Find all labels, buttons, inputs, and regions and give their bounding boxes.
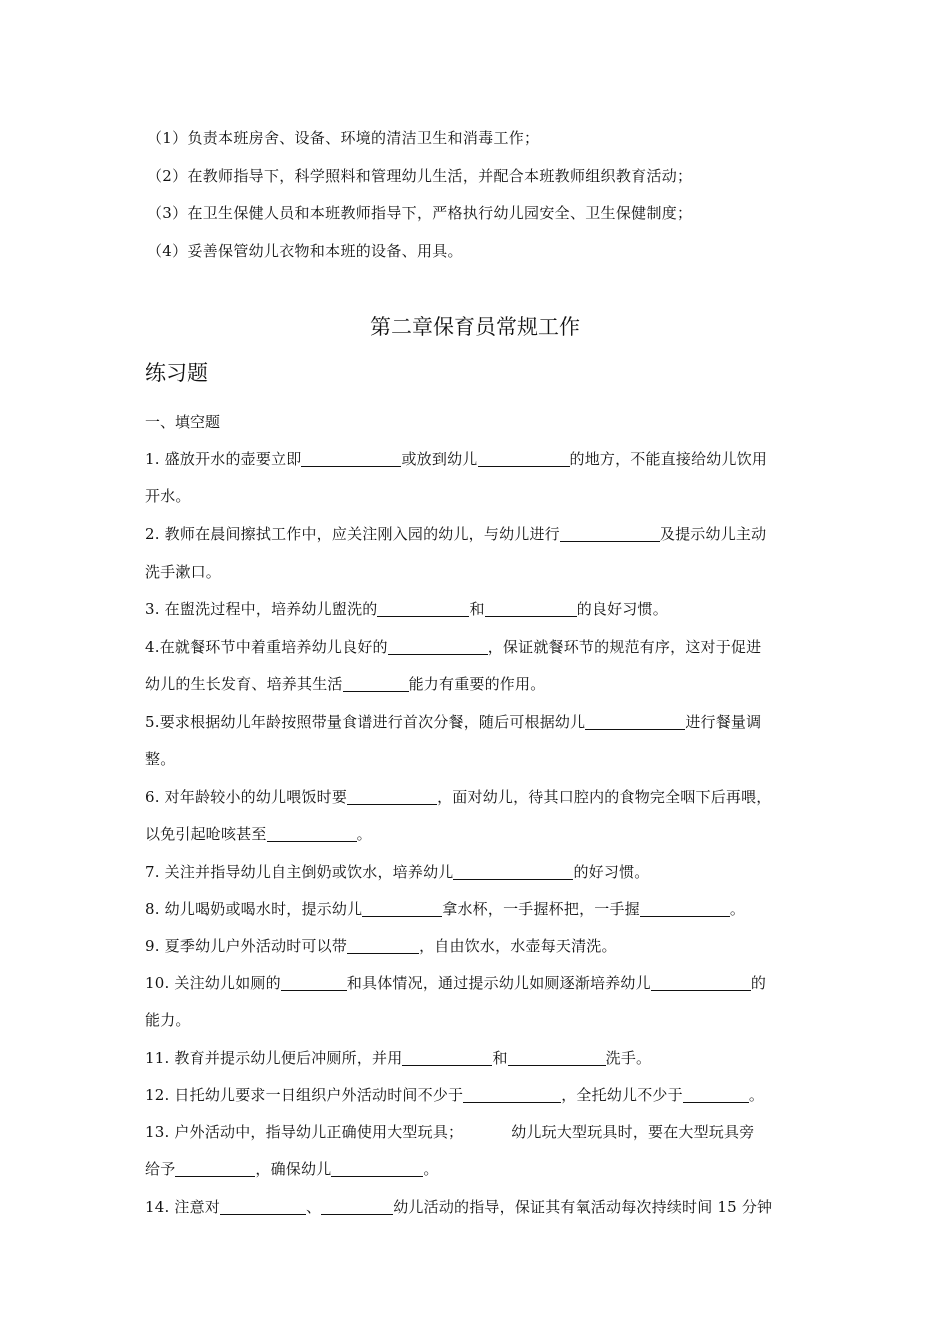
question-text: 开水。	[145, 487, 191, 505]
question-text: 给予	[145, 1160, 176, 1178]
answer-blank[interactable]	[478, 451, 570, 467]
question-14	[145, 1196, 772, 1217]
answer-blank[interactable]	[463, 1087, 561, 1103]
answer-blank[interactable]	[331, 1161, 423, 1177]
answer-blank[interactable]	[321, 1199, 393, 1215]
answer-blank[interactable]	[485, 601, 577, 617]
question-text: 幼儿的生长发育、培养其生活	[145, 675, 343, 693]
question-1	[145, 448, 767, 469]
question-text: 6. 对年龄较小的幼儿喂饭时要	[145, 788, 348, 806]
answer-blank[interactable]	[508, 1050, 606, 1066]
question-text: 进行餐量调	[685, 713, 762, 731]
duty-item: （3）在卫生保健人员和本班教师指导下，严格执行幼儿园安全、卫生保健制度；	[147, 204, 693, 222]
answer-blank[interactable]	[220, 1199, 306, 1215]
question-text: 整。	[145, 750, 176, 768]
question-text: 和	[492, 1049, 508, 1067]
question-text: 2. 教师在晨间擦拭工作中，应关注刚入园的幼儿，与幼儿进行	[145, 525, 560, 543]
question-text: ，面对幼儿，待其口腔内的食物完全咽下后再喂，	[437, 788, 772, 806]
question-text: 12. 日托幼儿要求一日组织户外活动时间不少于	[145, 1086, 464, 1104]
section-heading: 一、填空题	[145, 413, 221, 431]
answer-blank[interactable]	[347, 789, 437, 805]
question-text: ，全托幼儿不少于	[561, 1086, 683, 1104]
answer-blank[interactable]	[281, 975, 347, 991]
question-text: 洗手漱口。	[145, 563, 222, 581]
answer-blank[interactable]	[175, 1161, 255, 1177]
question-text: 13. 户外活动中，指导幼儿正确使用大型玩具；	[145, 1123, 464, 1141]
question-2-cont	[145, 561, 221, 582]
answer-blank[interactable]	[388, 639, 488, 655]
question-text: 或放到幼儿	[401, 450, 478, 468]
question-text: 幼儿活动的指导，保证其有氧活动每次持续时间 15 分钟	[393, 1198, 773, 1216]
answer-blank[interactable]	[377, 601, 469, 617]
question-text: 和	[469, 600, 485, 618]
answer-blank[interactable]	[651, 975, 751, 991]
duty-item: （1）负责本班房舍、设备、环境的清洁卫生和消毒工作；	[147, 129, 540, 147]
question-text: 。	[423, 1160, 439, 1178]
question-text: 5.要求根据幼儿年龄按照带量食谱进行首次分餐，随后可根据幼儿	[145, 713, 586, 731]
question-text: 以免引起呛咳甚至	[145, 825, 267, 843]
question-text: 的良好习惯。	[576, 600, 668, 618]
answer-blank[interactable]	[560, 526, 660, 542]
exercise-heading: 练习题	[145, 361, 208, 385]
question-text: 。	[356, 825, 372, 843]
question-1-cont	[145, 485, 191, 506]
answer-blank[interactable]	[301, 451, 401, 467]
question-text: 14. 注意对	[145, 1198, 221, 1216]
duty-item: （4）妥善保管幼儿衣物和本班的设备、用具。	[147, 242, 463, 260]
question-text: ，保证就餐环节的规范有序，这对于促进	[487, 638, 762, 656]
answer-blank[interactable]	[585, 714, 685, 730]
question-text: 9. 夏季幼儿户外活动时可以带	[145, 937, 348, 955]
question-text: 能力。	[145, 1011, 191, 1029]
question-text: 3. 在盥洗过程中，培养幼儿盥洗的	[145, 600, 378, 618]
question-text: 7. 关注并指导幼儿自主倒奶或饮水，培养幼儿	[145, 863, 454, 881]
question-9	[145, 935, 617, 956]
question-text: 的好习惯。	[573, 863, 650, 881]
question-text: 11. 教育并提示幼儿便后冲厕所，并用	[145, 1049, 403, 1067]
question-text: 10. 关注幼儿如厕的	[145, 974, 281, 992]
question-2	[145, 523, 766, 544]
answer-blank[interactable]	[267, 826, 357, 842]
question-text: 。	[729, 900, 746, 918]
question-text: 1. 盛放开水的壶要立即	[145, 450, 302, 468]
question-text: 的地方，不能直接给幼儿饮用	[569, 450, 768, 468]
question-text: 拿水杯，一手握杯把，一手握	[442, 900, 640, 918]
question-text: ，确保幼儿	[255, 1160, 332, 1178]
question-text: 洗手。	[605, 1049, 652, 1067]
question-text: 及提示幼儿主动	[659, 525, 767, 543]
question-4-cont	[145, 673, 545, 694]
answer-blank[interactable]	[362, 901, 442, 917]
chapter-title: 第二章保育员常规工作	[370, 315, 580, 339]
question-4	[145, 636, 761, 657]
question-6	[145, 786, 772, 807]
question-text: 。	[748, 1086, 765, 1104]
question-text: 能力有重要的作用。	[408, 675, 546, 693]
question-5	[145, 711, 761, 732]
question-3	[145, 598, 668, 619]
answer-blank[interactable]	[402, 1050, 492, 1066]
question-7	[145, 861, 650, 882]
question-13-cont	[145, 1158, 439, 1179]
answer-blank[interactable]	[347, 938, 419, 954]
question-text: 和具体情况，通过提示幼儿如厕逐渐培养幼儿	[346, 974, 651, 992]
question-8	[145, 898, 745, 919]
answer-blank[interactable]	[640, 901, 730, 917]
question-6-cont	[145, 823, 372, 844]
question-11	[145, 1047, 651, 1068]
question-12	[145, 1084, 764, 1105]
question-text: 4.在就餐环节中着重培养幼儿良好的	[145, 638, 388, 656]
answer-blank[interactable]	[343, 676, 409, 692]
question-5-cont	[145, 748, 175, 769]
duty-item: （2）在教师指导下，科学照料和管理幼儿生活，并配合本班教师组织教育活动；	[147, 167, 693, 185]
question-10	[145, 972, 766, 993]
question-text: ，自由饮水，水壶每天清洗。	[419, 937, 617, 955]
question-13	[145, 1121, 754, 1142]
question-text: 、	[306, 1198, 322, 1216]
question-text: 的	[750, 974, 767, 992]
answer-blank[interactable]	[453, 864, 573, 880]
question-10-cont	[145, 1009, 191, 1030]
question-text: 幼儿玩大型玩具时，要在大型玩具旁	[511, 1123, 755, 1141]
question-text: 8. 幼儿喝奶或喝水时，提示幼儿	[145, 900, 363, 918]
answer-blank[interactable]	[683, 1087, 749, 1103]
